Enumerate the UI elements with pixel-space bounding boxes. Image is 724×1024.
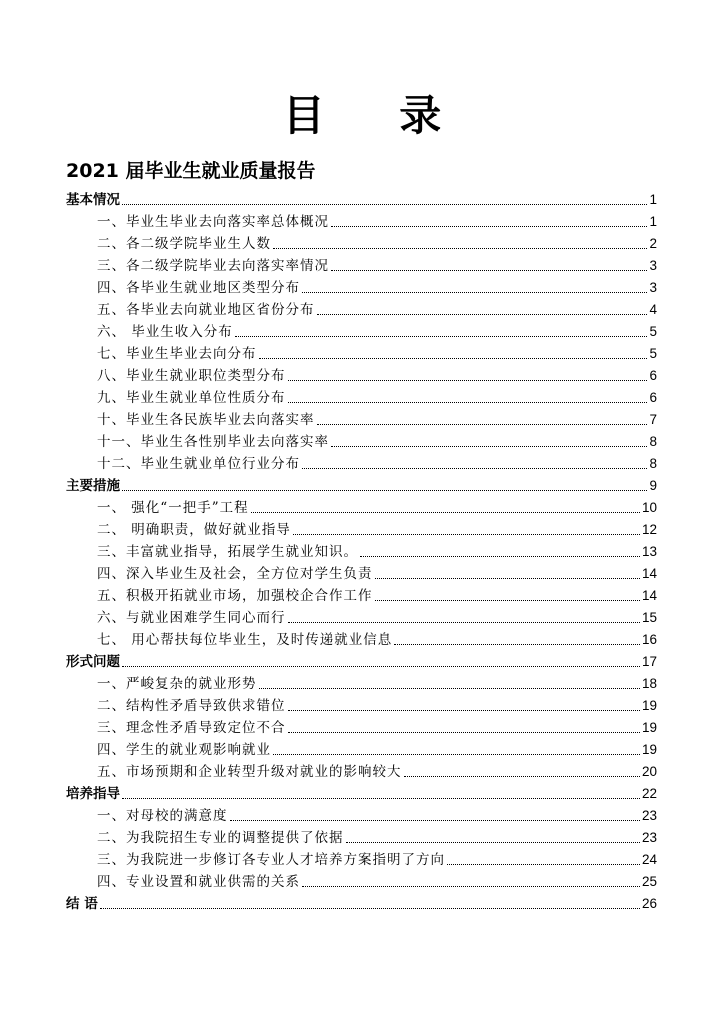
toc-page-number: 6 — [649, 390, 657, 405]
toc-subsection-entry[interactable] — [97, 627, 657, 649]
toc-entry-label: 十、毕业生各民族毕业去向落实率 — [97, 412, 315, 428]
page-title: 目 录 — [282, 91, 472, 140]
toc-entry-label: 主要措施 — [66, 478, 120, 494]
toc-entry-label: 四、各毕业生就业地区类型分布 — [97, 280, 300, 296]
toc-page-number: 8 — [649, 456, 657, 471]
toc-dot-leader — [302, 467, 647, 469]
toc-page-number: 18 — [641, 676, 657, 691]
toc-dot-leader — [394, 643, 640, 645]
toc-entry-label: 十二、毕业生就业单位行业分布 — [97, 456, 300, 472]
toc-page-number: 4 — [649, 302, 657, 317]
toc-page-number: 26 — [641, 896, 657, 911]
toc-subsection-entry[interactable] — [97, 847, 657, 869]
toc-subsection-entry[interactable] — [97, 429, 657, 451]
toc-page-number: 23 — [641, 830, 657, 845]
toc-section-entry[interactable] — [66, 781, 657, 803]
toc-section-entry[interactable] — [66, 891, 657, 913]
toc-dot-leader — [331, 269, 647, 271]
toc-page-number: 8 — [649, 434, 657, 449]
toc-page-number: 13 — [641, 544, 657, 559]
toc-entry-label: 一、对母校的满意度 — [97, 808, 228, 824]
toc-page-number: 23 — [641, 808, 657, 823]
toc-subsection-entry[interactable] — [97, 539, 657, 561]
toc-entry-label: 六、与就业困难学生同心而行 — [97, 610, 286, 626]
toc-page-number: 19 — [641, 742, 657, 757]
toc-subsection-entry[interactable] — [97, 803, 657, 825]
toc-dot-leader — [375, 577, 640, 579]
toc-subsection-entry[interactable] — [97, 253, 657, 275]
toc-page-number: 1 — [649, 192, 657, 207]
toc-subsection-entry[interactable] — [97, 693, 657, 715]
toc-page-number: 16 — [641, 632, 657, 647]
toc-dot-leader — [302, 885, 640, 887]
toc-page-number: 10 — [641, 500, 657, 515]
toc-dot-leader — [122, 797, 640, 799]
toc-dot-leader — [251, 511, 640, 513]
toc-subsection-entry[interactable] — [97, 759, 657, 781]
toc-subsection-entry[interactable] — [97, 363, 657, 385]
toc-entry-label: 培养指导 — [66, 786, 120, 802]
toc-dot-leader — [288, 731, 640, 733]
toc-dot-leader — [331, 225, 647, 227]
toc-dot-leader — [288, 379, 648, 381]
toc-subsection-entry[interactable] — [97, 451, 657, 473]
toc-dot-leader — [259, 357, 648, 359]
toc-entry-label: 七、毕业生毕业去向分布 — [97, 346, 257, 362]
toc-page-number: 24 — [641, 852, 657, 867]
toc-subsection-entry[interactable] — [97, 583, 657, 605]
toc-subsection-entry[interactable] — [97, 715, 657, 737]
toc-subsection-entry[interactable] — [97, 385, 657, 407]
toc-entry-label: 基本情况 — [66, 192, 120, 208]
toc-entry-label: 一、严峻复杂的就业形势 — [97, 676, 257, 692]
toc-entry-label: 二、 明确职责，做好就业指导 — [97, 522, 291, 538]
toc-page-number: 3 — [649, 280, 657, 295]
toc-dot-leader — [317, 313, 648, 315]
toc-dot-leader — [331, 445, 647, 447]
toc-page-number: 14 — [641, 588, 657, 603]
toc-subsection-entry[interactable] — [97, 209, 657, 231]
toc-dot-leader — [230, 819, 640, 821]
toc-page-number: 7 — [649, 412, 657, 427]
toc-page-number: 5 — [649, 346, 657, 361]
toc-entry-label: 一、 强化“一把手”工程 — [97, 500, 249, 516]
toc-dot-leader — [122, 203, 647, 205]
toc-subsection-entry[interactable] — [97, 231, 657, 253]
toc-entry-label: 四、深入毕业生及社会，全方位对学生负责 — [97, 566, 373, 582]
toc-subsection-entry[interactable] — [97, 275, 657, 297]
toc-page-number: 20 — [641, 764, 657, 779]
toc-entry-label: 四、学生的就业观影响就业 — [97, 742, 271, 758]
toc-dot-leader — [288, 709, 640, 711]
toc-subsection-entry[interactable] — [97, 407, 657, 429]
toc-dot-leader — [122, 489, 647, 491]
toc-dot-leader — [293, 533, 640, 535]
toc-dot-leader — [404, 775, 640, 777]
toc-dot-leader — [259, 687, 640, 689]
toc-entry-label: 一、毕业生毕业去向落实率总体概况 — [97, 214, 329, 230]
toc-subsection-entry[interactable] — [97, 825, 657, 847]
toc-dot-leader — [122, 665, 640, 667]
toc-page-number: 1 — [649, 214, 657, 229]
toc-subsection-entry[interactable] — [97, 319, 657, 341]
report-subtitle: 2021 届毕业生就业质量报告 — [66, 160, 316, 182]
toc-page-number: 19 — [641, 698, 657, 713]
toc-dot-leader — [235, 335, 648, 337]
toc-entry-label: 二、结构性矛盾导致供求错位 — [97, 698, 286, 714]
toc-page-number: 17 — [641, 654, 657, 669]
toc-entry-label: 十一、毕业生各性别毕业去向落实率 — [97, 434, 329, 450]
toc-page-number: 15 — [641, 610, 657, 625]
toc-section-entry[interactable] — [66, 649, 657, 671]
toc-subsection-entry[interactable] — [97, 605, 657, 627]
toc-page-number: 3 — [649, 258, 657, 273]
toc-entry-label: 八、毕业生就业职位类型分布 — [97, 368, 286, 384]
toc-page-number: 12 — [641, 522, 657, 537]
toc-subsection-entry[interactable] — [97, 869, 657, 891]
toc-entry-label: 五、积极开拓就业市场，加强校企合作工作 — [97, 588, 373, 604]
toc-entry-label: 七、 用心帮扶每位毕业生，及时传递就业信息 — [97, 632, 393, 648]
toc-entry-label: 三、丰富就业指导，拓展学生就业知识。 — [97, 544, 358, 560]
toc-subsection-entry[interactable] — [97, 297, 657, 319]
toc-dot-leader — [288, 401, 648, 403]
toc-page-number: 19 — [641, 720, 657, 735]
toc-page-number: 9 — [649, 478, 657, 493]
toc-dot-leader — [360, 555, 640, 557]
toc-entry-label: 三、理念性矛盾导致定位不合 — [97, 720, 286, 736]
toc-subsection-entry[interactable] — [97, 561, 657, 583]
toc-dot-leader — [273, 247, 647, 249]
toc-entry-label: 形式问题 — [66, 654, 120, 670]
toc-subsection-entry[interactable] — [97, 495, 657, 517]
toc-subsection-entry[interactable] — [97, 517, 657, 539]
toc-entry-label: 三、各二级学院毕业去向落实率情况 — [97, 258, 329, 274]
toc-entry-label: 三、为我院进一步修订各专业人才培养方案指明了方向 — [97, 852, 445, 868]
toc-dot-leader — [273, 753, 640, 755]
toc-entry-label: 六、 毕业生收入分布 — [97, 324, 233, 340]
toc-entry-label: 五、市场预期和企业转型升级对就业的影响较大 — [97, 764, 402, 780]
toc-entry-label: 结 语 — [66, 896, 98, 912]
toc-subsection-entry[interactable] — [97, 671, 657, 693]
toc-dot-leader — [302, 291, 647, 293]
toc-dot-leader — [317, 423, 648, 425]
toc-entry-label: 二、各二级学院毕业生人数 — [97, 236, 271, 252]
toc-entry-label: 四、专业设置和就业供需的关系 — [97, 874, 300, 890]
toc-subsection-entry[interactable] — [97, 737, 657, 759]
toc-dot-leader — [375, 599, 640, 601]
toc-dot-leader — [100, 907, 640, 909]
toc-entry-label: 二、为我院招生专业的调整提供了依据 — [97, 830, 344, 846]
toc-page-number: 2 — [649, 236, 657, 251]
toc-entry-label: 九、毕业生就业单位性质分布 — [97, 390, 286, 406]
toc-dot-leader — [447, 863, 640, 865]
toc-page-number: 22 — [641, 786, 657, 801]
toc-section-entry[interactable] — [66, 473, 657, 495]
toc-page-number: 6 — [649, 368, 657, 383]
toc-page-number: 14 — [641, 566, 657, 581]
toc-dot-leader — [346, 841, 640, 843]
toc-entry-label: 五、各毕业去向就业地区省份分布 — [97, 302, 315, 318]
toc-subsection-entry[interactable] — [97, 341, 657, 363]
toc-section-entry[interactable] — [66, 187, 657, 209]
toc-page-number: 25 — [641, 874, 657, 889]
toc-page-number: 5 — [649, 324, 657, 339]
toc-dot-leader — [288, 621, 640, 623]
